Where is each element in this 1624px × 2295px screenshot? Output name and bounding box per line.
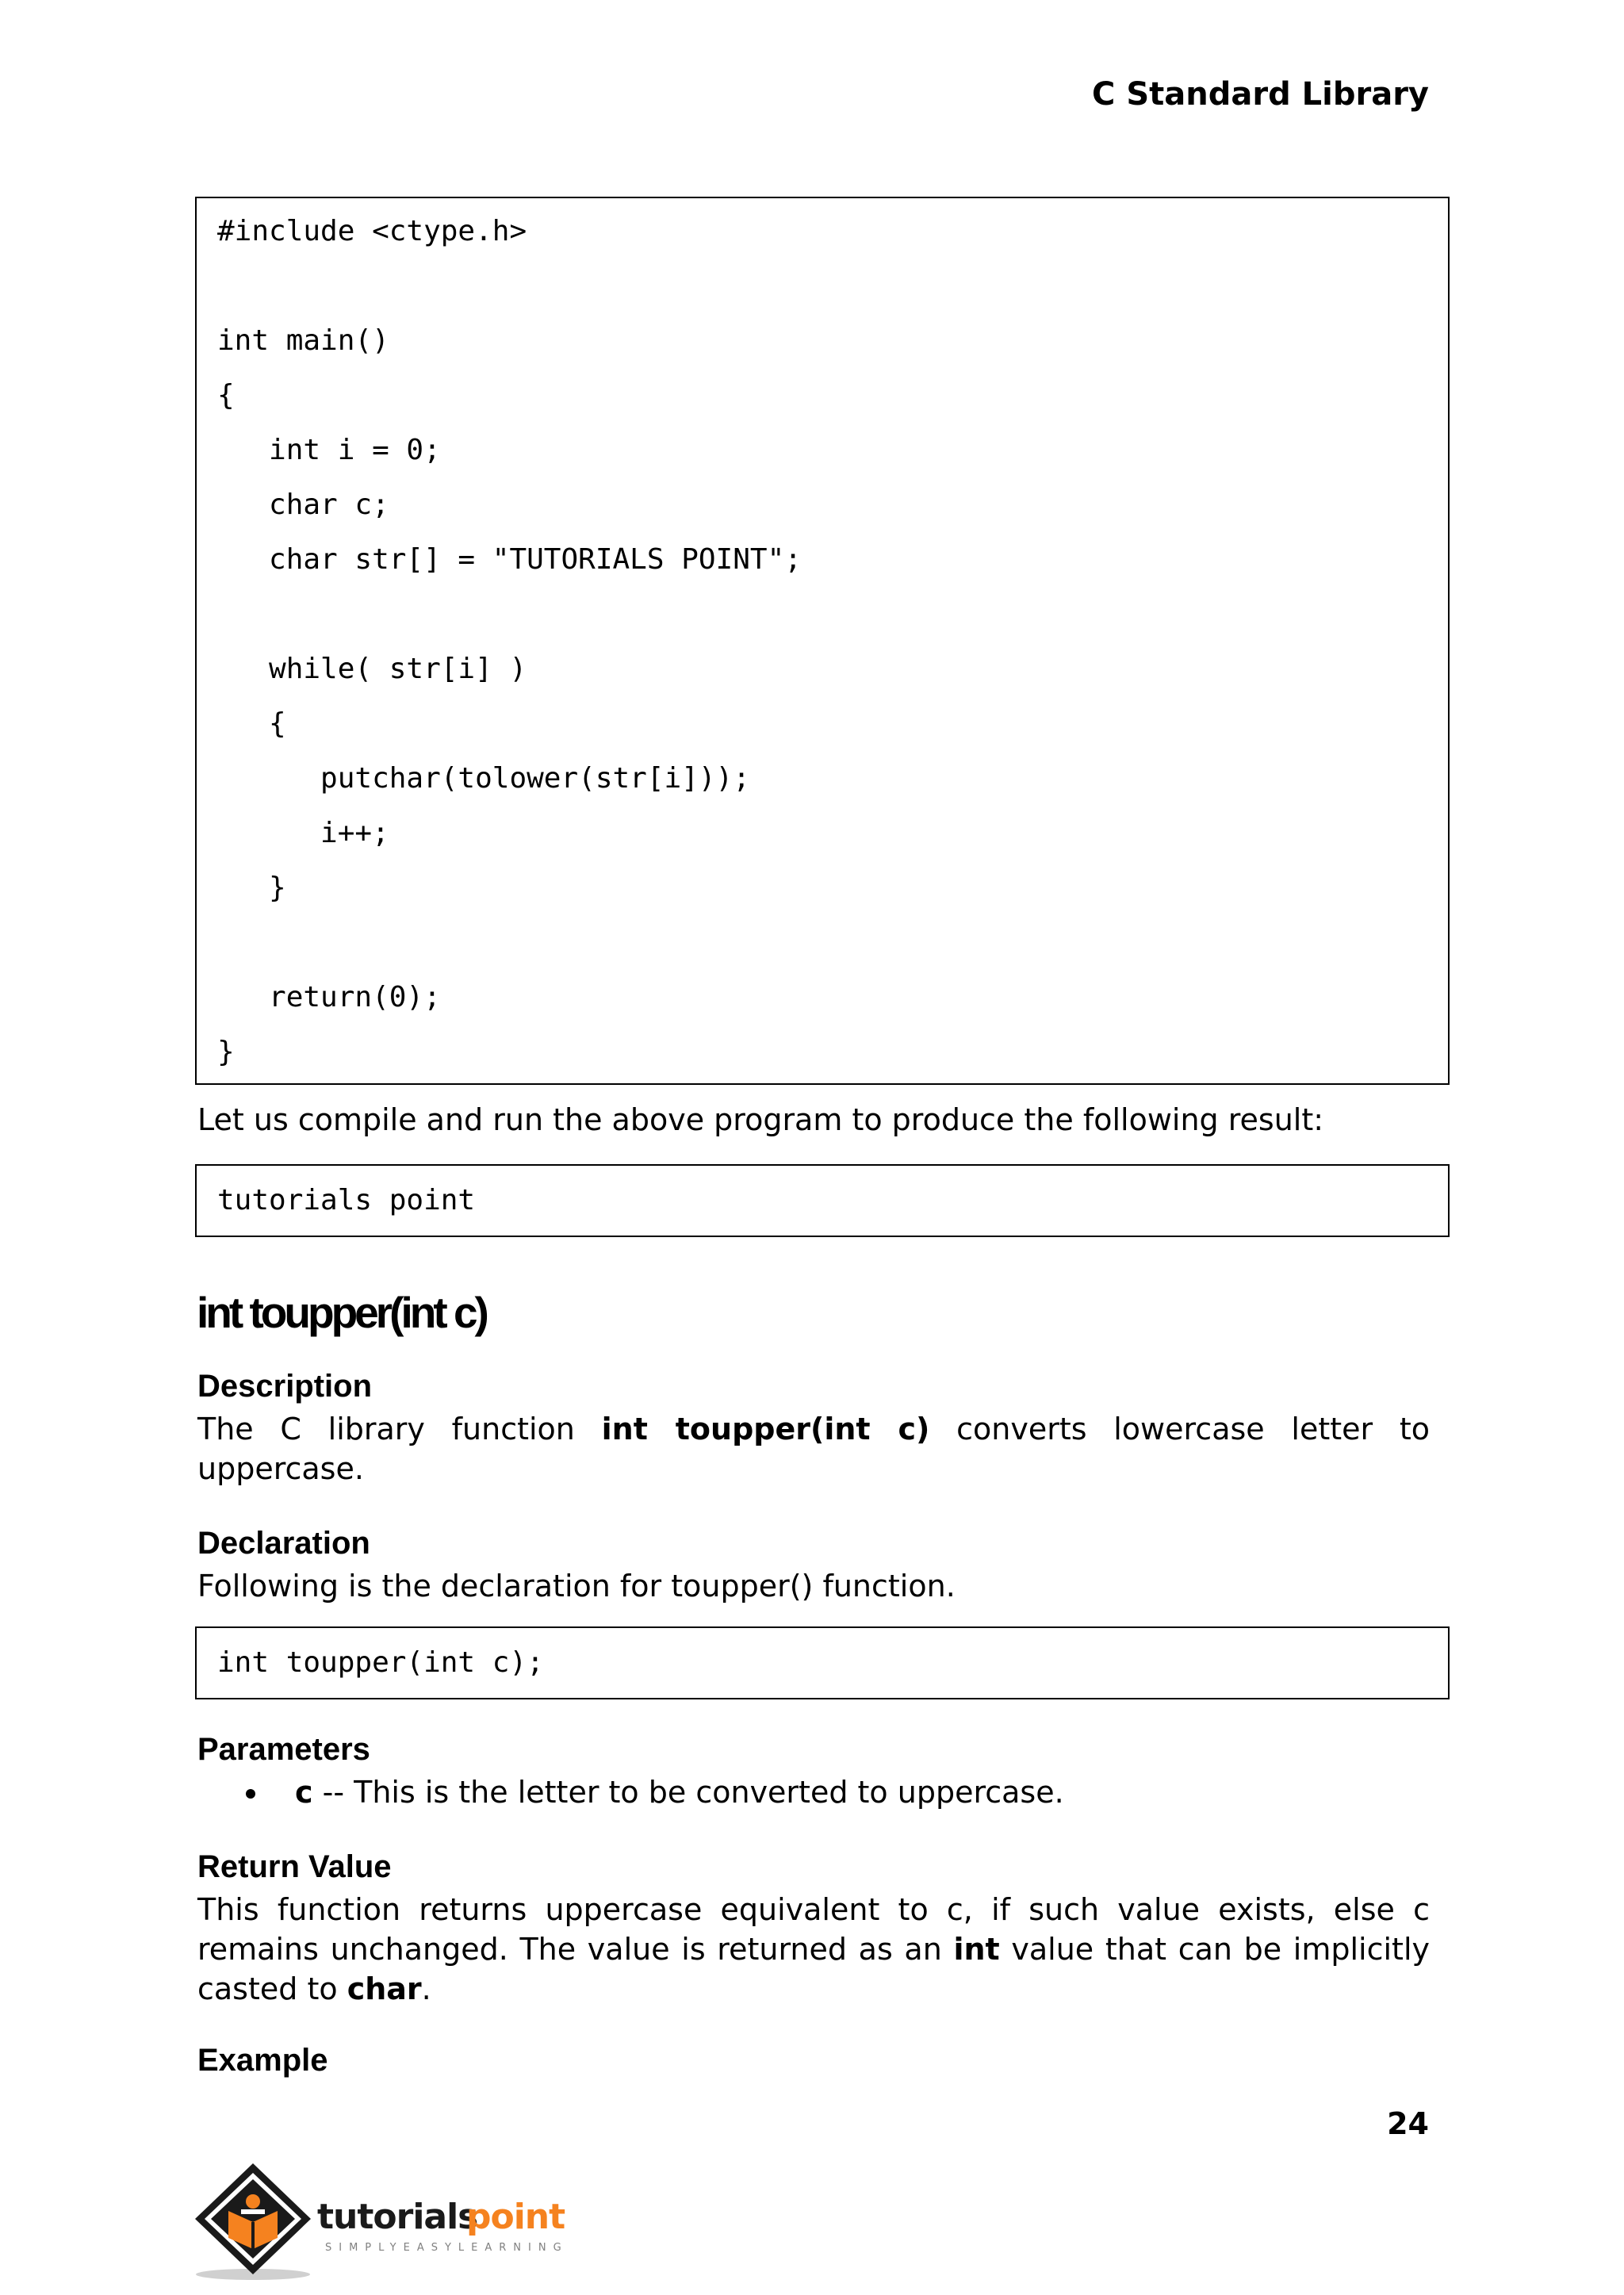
- code-line: {: [217, 379, 235, 412]
- code-line: int i = 0;: [217, 434, 441, 466]
- code-line: return(0);: [217, 981, 441, 1013]
- code-line: {: [217, 707, 286, 740]
- declaration-code-block: [195, 1626, 1450, 1699]
- intro-result-text: Let us compile and run the above program to produce the following result:: [197, 1102, 1324, 1137]
- code-line: while( str[i] ): [217, 653, 527, 685]
- parameter-text: [295, 1772, 1064, 1812]
- function-signature: int toupper(int c): [601, 1412, 930, 1446]
- example-heading: Example: [197, 2043, 328, 2078]
- page-number: 24: [1387, 2106, 1429, 2141]
- code-line: }: [217, 872, 286, 904]
- code-line: }: [217, 1036, 235, 1068]
- code-line: putchar(tolower(str[i]));: [217, 762, 750, 795]
- code-line: char c;: [217, 489, 389, 521]
- return-value-line-1: This function returns uppercase equivalent to c, if such value exists, else c: [197, 1892, 1430, 1927]
- code-line: int main(): [217, 324, 389, 357]
- code-line: #include <ctype.h>: [217, 215, 527, 247]
- return-value-heading: Return Value: [197, 1849, 392, 1884]
- code-line: int toupper(int c);: [217, 1646, 544, 1679]
- output-line: tutorials point: [217, 1184, 476, 1216]
- code-line: char str[] = "TUTORIALS POINT";: [217, 543, 802, 576]
- bullet-icon: [246, 1789, 255, 1799]
- description-heading: Description: [197, 1369, 373, 1404]
- code-block: [195, 197, 1450, 1085]
- code-line: i++;: [217, 817, 389, 849]
- declaration-heading: Declaration: [197, 1526, 370, 1561]
- tutorialspoint-logo: [193, 2162, 574, 2281]
- description-line-2: uppercase.: [197, 1451, 364, 1486]
- parameter-desc: -- This is the letter to be converted to uppercase.: [312, 1775, 1064, 1810]
- description-line-1: The C library function int toupper(int c) converts lowercase letter to: [197, 1412, 1430, 1446]
- logo-wordmark-1: tutorials: [317, 2197, 478, 2237]
- return-value-line-2: remains unchanged. The value is returned as an int value that can be implicitly: [197, 1932, 1431, 1967]
- parameter-name: c: [295, 1775, 313, 1810]
- logo-wordmark-2: point: [466, 2197, 565, 2237]
- section-title: int toupper(int c): [197, 1288, 486, 1337]
- logo-tagline: SIMPLYEASYLEARNING: [325, 2242, 569, 2254]
- parameters-heading: Parameters: [197, 1732, 370, 1767]
- running-header: C Standard Library: [1092, 76, 1429, 113]
- return-value-line-3: casted to char.: [197, 1971, 431, 2006]
- output-block: [195, 1164, 1450, 1237]
- declaration-text: Following is the declaration for toupper() function.: [197, 1569, 956, 1603]
